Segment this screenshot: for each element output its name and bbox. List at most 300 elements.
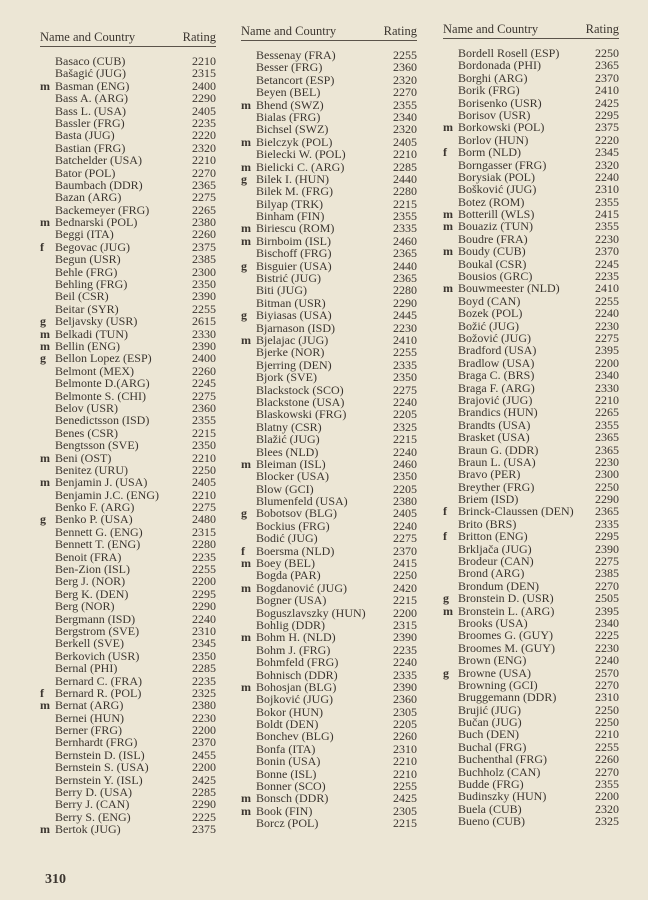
rating-value: 2285	[393, 159, 417, 174]
title-marker: m	[241, 630, 251, 645]
player-name: Berry D. (USA)	[55, 785, 132, 800]
rating-value: 2260	[192, 227, 216, 242]
title-marker: m	[241, 791, 251, 806]
column-2	[241, 24, 417, 830]
player-name: Bojković (JUG)	[256, 692, 333, 707]
rating-value: 2305	[393, 803, 417, 818]
player-name: Borngasser (FRG)	[458, 157, 547, 172]
player-name: Blackstock (SCO)	[256, 382, 344, 397]
rating-value: 2615	[192, 314, 216, 329]
rating-value: 2270	[393, 85, 417, 100]
rating-value: 2205	[393, 717, 417, 732]
player-name: Bohosjan (BLG)	[256, 679, 337, 694]
rating-value: 2290	[192, 91, 216, 106]
rating-value: 2480	[192, 512, 216, 527]
rating-value: 2355	[595, 194, 619, 209]
rating-value: 2330	[595, 380, 619, 395]
rating-value: 2290	[192, 797, 216, 812]
rating-value: 2210	[595, 392, 619, 407]
player-name: Bernhardt (FRG)	[55, 735, 138, 750]
player-name: Berner (FRG)	[55, 723, 122, 738]
table-row	[443, 629, 619, 641]
rating-value: 2230	[595, 640, 619, 655]
rating-value: 2280	[192, 537, 216, 552]
player-name: Britton (ENG)	[458, 529, 528, 544]
player-name: Behling (FRG)	[55, 277, 128, 292]
rating-value: 2255	[393, 779, 417, 794]
rating-value: 2200	[595, 789, 619, 804]
player-name: Broomes M. (GUY)	[458, 640, 555, 655]
rating-value: 2320	[393, 122, 417, 137]
title-marker: f	[241, 543, 245, 558]
rating-value: 2420	[393, 580, 417, 595]
player-name: Buch (DEN)	[458, 727, 519, 742]
rating-value: 2210	[595, 727, 619, 742]
title-marker: f	[40, 685, 44, 700]
rating-value: 2445	[393, 308, 417, 323]
title-marker: m	[241, 580, 251, 595]
rating-value: 2255	[192, 301, 216, 316]
player-name: Brasket (USA)	[458, 430, 530, 445]
table-row	[443, 84, 619, 96]
table-row	[241, 594, 417, 606]
rating-value: 2320	[595, 801, 619, 816]
player-name: Blatny (CSR)	[256, 419, 322, 434]
rating-value: 2570	[595, 665, 619, 680]
player-name: Borghi (ARG)	[458, 70, 528, 85]
rating-value: 2365	[595, 504, 619, 519]
table-row	[40, 352, 216, 364]
player-name: Bator (POL)	[55, 165, 116, 180]
player-name: Bielicki C. (ARG)	[256, 159, 345, 174]
player-name: Belov (USR)	[55, 400, 118, 415]
player-name: Braga C. (BRS)	[458, 368, 535, 383]
title-marker: f	[40, 239, 44, 254]
title-marker: m	[241, 556, 251, 571]
player-name: Bass A. (ARG)	[55, 91, 129, 106]
player-name: Buchholz (CAN)	[458, 764, 541, 779]
rating-value: 2340	[595, 615, 619, 630]
rating-value: 2335	[393, 667, 417, 682]
player-name: Beggi (ITA)	[55, 227, 114, 242]
title-marker: f	[443, 145, 447, 160]
rating-value: 2355	[192, 413, 216, 428]
table-row	[443, 790, 619, 802]
player-name: Basaco (CUB)	[55, 54, 126, 68]
table-row	[241, 309, 417, 321]
player-name: Blees (NLD)	[256, 444, 319, 459]
rating-value: 2380	[192, 698, 216, 713]
title-marker: m	[40, 698, 50, 713]
rating-heading: Rating	[383, 24, 417, 38]
player-name: Bernstein Y. (ISL)	[55, 772, 143, 787]
rating-value: 2235	[192, 549, 216, 564]
rating-value: 2325	[393, 419, 417, 434]
table-row	[40, 290, 216, 302]
table-row	[40, 253, 216, 265]
table-row	[40, 315, 216, 327]
rating-value: 2220	[595, 132, 619, 147]
rating-value: 2355	[595, 219, 619, 234]
rating-value: 2235	[595, 269, 619, 284]
rating-value: 2370	[192, 735, 216, 750]
rating-value: 2200	[192, 574, 216, 589]
player-name: Bisguier (USA)	[256, 258, 332, 273]
rating-value: 2385	[595, 566, 619, 581]
player-name: Bueno (CUB)	[458, 814, 525, 829]
player-name: Bernei (HUN)	[55, 710, 124, 725]
table-row	[443, 530, 619, 542]
player-name: Bernard C. (FRA)	[55, 673, 142, 688]
player-name: Bjerke (NOR)	[256, 345, 325, 360]
rating-value: 2210	[393, 754, 417, 769]
column-header	[443, 22, 619, 39]
player-name: Beil (CSR)	[55, 289, 109, 304]
rating-value: 2290	[192, 599, 216, 614]
column-3	[443, 22, 619, 828]
rating-value: 2425	[393, 791, 417, 806]
player-name: Bhend (SWZ)	[256, 97, 324, 112]
rating-value: 2365	[393, 246, 417, 261]
title-marker: m	[241, 332, 251, 347]
rating-value: 2400	[192, 78, 216, 93]
rating-value: 2315	[393, 617, 417, 632]
rating-value: 2290	[595, 492, 619, 507]
player-name: Belmont (MEX)	[55, 363, 134, 378]
column-header	[241, 24, 417, 41]
player-name: Brond (ARG)	[458, 566, 525, 581]
player-name: Broomes G. (GUY)	[458, 628, 553, 643]
title-marker: f	[443, 529, 447, 544]
rating-value: 2425	[595, 95, 619, 110]
rating-value: 2240	[393, 444, 417, 459]
player-name: Bessenay (FRA)	[256, 48, 336, 62]
player-name: Begovac (JUG)	[55, 239, 130, 254]
rating-value: 2255	[393, 48, 417, 62]
table-row	[241, 61, 417, 73]
table-row	[241, 284, 417, 296]
title-marker: g	[443, 591, 449, 606]
player-name: Borlov (HUN)	[458, 132, 529, 147]
rating-value: 2320	[595, 157, 619, 172]
rating-value: 2335	[393, 221, 417, 236]
rating-value: 2210	[192, 153, 216, 168]
player-name: Bernal (PHI)	[55, 661, 118, 676]
title-marker: g	[40, 351, 46, 366]
rating-value: 2440	[393, 171, 417, 186]
player-name: Binham (FIN)	[256, 209, 325, 224]
player-name: Brondum (DEN)	[458, 578, 539, 593]
table-row	[241, 148, 417, 160]
rating-value: 2360	[393, 692, 417, 707]
rating-value: 2340	[393, 109, 417, 124]
rating-value: 2405	[393, 134, 417, 149]
rating-value: 2250	[192, 462, 216, 477]
table-row	[443, 121, 619, 133]
player-name: Bilek I. (HUN)	[256, 171, 329, 186]
player-name: Božić (JUG)	[458, 318, 519, 333]
table-row	[443, 567, 619, 579]
player-name: Brown (ENG)	[458, 653, 527, 668]
player-name: Brandts (USA)	[458, 417, 531, 432]
rating-value: 2240	[595, 169, 619, 184]
table-row	[443, 282, 619, 294]
player-name: Budinszky (HUN)	[458, 789, 547, 804]
player-name: Boukal (CSR)	[458, 256, 527, 271]
player-name: Betancort (ESP)	[256, 72, 335, 87]
player-name: Browne (USA)	[458, 665, 531, 680]
player-name: Brajović (JUG)	[458, 392, 533, 407]
player-name: Berkovich (USR)	[55, 648, 140, 663]
player-name: Bohnisch (DDR)	[256, 667, 338, 682]
table-row	[241, 470, 417, 482]
player-name: Bleiman (ISL)	[256, 456, 326, 471]
player-name: Botez (ROM)	[458, 194, 525, 209]
rating-value: 2300	[595, 467, 619, 482]
player-name: Bellon Lopez (ESP)	[55, 351, 152, 366]
rating-value: 2210	[192, 487, 216, 502]
player-name: Bockius (FRG)	[256, 518, 330, 533]
rating-value: 2275	[393, 382, 417, 397]
player-name: Bordell Rosell (ESP)	[458, 46, 560, 60]
player-name: Batchelder (USA)	[55, 153, 142, 168]
rating-value: 2270	[595, 578, 619, 593]
rating-value: 2270	[595, 764, 619, 779]
player-name: Bassler (FRG)	[55, 115, 125, 130]
player-name: Bichsel (SWZ)	[256, 122, 329, 137]
rating-value: 2215	[192, 425, 216, 440]
player-name: Blumenfeld (USA)	[256, 494, 348, 509]
rating-value: 2230	[595, 231, 619, 246]
player-name: Boudy (CUB)	[458, 244, 526, 259]
player-name: Boey (BEL)	[256, 556, 315, 571]
table-row	[241, 693, 417, 705]
title-marker: g	[40, 314, 46, 329]
player-name: Berg K. (DEN)	[55, 586, 129, 601]
rating-value: 2425	[192, 772, 216, 787]
table-row	[443, 753, 619, 765]
column-header	[40, 30, 216, 47]
rating-value: 2350	[192, 438, 216, 453]
table-row	[443, 59, 619, 71]
rating-value: 2375	[192, 822, 216, 837]
player-name: Berg J. (NOR)	[55, 574, 126, 589]
player-name: Besser (FRG)	[256, 60, 323, 75]
rating-value: 2210	[393, 766, 417, 781]
player-name: Belmonte S. (CHI)	[55, 388, 146, 403]
player-name: Blocker (USA)	[256, 469, 329, 484]
rating-value: 2460	[393, 456, 417, 471]
table-row	[443, 654, 619, 666]
rating-value: 2250	[393, 568, 417, 583]
player-name: Baumbach (DDR)	[55, 177, 143, 192]
player-name: Borcz (POL)	[256, 816, 319, 831]
rating-value: 2360	[192, 400, 216, 415]
rating-value: 2405	[393, 506, 417, 521]
rating-value: 2375	[595, 120, 619, 135]
table-row	[40, 67, 216, 79]
player-name: Bergmann (ISD)	[55, 611, 136, 626]
title-marker: m	[40, 78, 50, 93]
table-row	[443, 344, 619, 356]
player-name: Bass L. (USA)	[55, 103, 126, 118]
title-marker: m	[40, 450, 50, 465]
table-row	[241, 656, 417, 668]
title-marker: m	[40, 475, 50, 490]
rating-value: 2270	[192, 165, 216, 180]
rating-value: 2385	[192, 252, 216, 267]
player-name: Bernard R. (POL)	[55, 685, 142, 700]
player-name: Bazan (ARG)	[55, 190, 122, 205]
table-row	[40, 761, 216, 773]
player-list	[241, 49, 417, 830]
rating-value: 2235	[192, 673, 216, 688]
rating-value: 2245	[192, 376, 216, 391]
rating-value: 2230	[393, 320, 417, 335]
table-row	[241, 433, 417, 445]
title-marker: g	[241, 258, 247, 273]
table-row	[40, 414, 216, 426]
rating-value: 2350	[192, 648, 216, 663]
title-marker: m	[40, 822, 50, 837]
rating-value: 2350	[393, 370, 417, 385]
player-name: Bogdanović (JUG)	[256, 580, 347, 595]
player-name: Bilyap (TRK)	[256, 196, 323, 211]
rating-value: 2410	[595, 83, 619, 98]
rating-value: 2340	[595, 368, 619, 383]
table-row	[241, 817, 417, 829]
player-name: Bodić (JUG)	[256, 531, 318, 546]
rating-value: 2240	[595, 306, 619, 321]
player-name: Borik (FRG)	[458, 83, 520, 98]
player-name: Bonchev (BLG)	[256, 729, 334, 744]
rating-value: 2230	[595, 454, 619, 469]
title-marker: g	[241, 506, 247, 521]
player-name: Bouwmeester (NLD)	[458, 281, 560, 296]
title-marker: m	[241, 803, 251, 818]
title-marker: f	[443, 504, 447, 519]
table-row	[40, 439, 216, 451]
rating-value: 2200	[595, 355, 619, 370]
player-name: Bohmfeld (FRG)	[256, 655, 339, 670]
rating-value: 2365	[393, 271, 417, 286]
rating-heading: Rating	[182, 30, 216, 44]
rating-value: 2355	[393, 97, 417, 112]
player-name: Behle (FRG)	[55, 264, 118, 279]
player-name: Boyd (CAN)	[458, 293, 521, 308]
rating-heading: Rating	[585, 22, 619, 36]
player-name: Borysiak (POL)	[458, 169, 535, 184]
rating-value: 2395	[595, 343, 619, 358]
rating-value: 2315	[192, 524, 216, 539]
player-name: Benes (CSR)	[55, 425, 118, 440]
rating-value: 2330	[192, 326, 216, 341]
table-row	[40, 513, 216, 525]
player-name: Brooks (USA)	[458, 615, 528, 630]
rating-value: 2260	[595, 752, 619, 767]
rating-value: 2210	[192, 54, 216, 68]
player-name: Bonin (USA)	[256, 754, 321, 769]
rating-value: 2230	[192, 710, 216, 725]
player-name: Beitar (SYR)	[55, 301, 119, 316]
rating-value: 2295	[192, 586, 216, 601]
table-row	[241, 247, 417, 259]
player-name: Bobotsov (BLG)	[256, 506, 337, 521]
rating-value: 2215	[393, 432, 417, 447]
table-row	[40, 662, 216, 674]
name-country-heading: Name and Country	[241, 24, 337, 38]
player-name: Benko F. (ARG)	[55, 500, 135, 515]
player-name: Bonne (ISL)	[256, 766, 317, 781]
table-row	[40, 92, 216, 104]
player-name: Berg (NOR)	[55, 599, 115, 614]
rating-value: 2235	[393, 642, 417, 657]
player-name: Biyiasas (USA)	[256, 308, 332, 323]
player-name: Beni (OST)	[55, 450, 112, 465]
table-row	[241, 532, 417, 544]
table-row	[443, 220, 619, 232]
player-name: Buchenthal (FRG)	[458, 752, 547, 767]
table-row	[241, 86, 417, 98]
player-name: Braun G. (DDR)	[458, 442, 539, 457]
rating-value: 2400	[192, 351, 216, 366]
rating-value: 2360	[393, 60, 417, 75]
rating-value: 2315	[192, 66, 216, 81]
player-name: Bielecki W. (POL)	[256, 147, 346, 162]
player-name: Bonfa (ITA)	[256, 741, 316, 756]
player-name: Bengtsson (SVE)	[55, 438, 139, 453]
table-row	[40, 575, 216, 587]
table-row	[40, 129, 216, 141]
player-name: Bradlow (USA)	[458, 355, 535, 370]
title-marker: m	[40, 326, 50, 341]
rating-value: 2365	[595, 58, 619, 73]
player-name: Brkljača (JUG)	[458, 541, 532, 556]
title-marker: m	[241, 97, 251, 112]
rating-value: 2370	[595, 244, 619, 259]
player-name: Blow (GCI)	[256, 481, 314, 496]
rating-value: 2410	[595, 281, 619, 296]
player-name: Bašagić (JUG)	[55, 66, 126, 81]
player-name: Begun (USR)	[55, 252, 121, 267]
player-name: Bennett T. (ENG)	[55, 537, 141, 552]
player-name: Bordonada (PHI)	[458, 58, 541, 73]
rating-value: 2260	[393, 729, 417, 744]
table-row	[241, 507, 417, 519]
rating-value: 2390	[595, 541, 619, 556]
player-name: Bernstein S. (USA)	[55, 760, 149, 775]
page-number: 310	[45, 872, 66, 887]
rating-value: 2260	[192, 363, 216, 378]
rating-value: 2275	[393, 531, 417, 546]
player-name: Benjamin J. (USA)	[55, 475, 148, 490]
rating-value: 2455	[192, 747, 216, 762]
table-row	[40, 538, 216, 550]
rating-value: 2245	[595, 256, 619, 271]
title-marker: g	[40, 512, 46, 527]
rating-value: 2390	[192, 338, 216, 353]
rating-value: 2285	[192, 785, 216, 800]
player-name: Biriescu (ROM)	[256, 221, 335, 236]
table-row	[241, 346, 417, 358]
player-name: Backemeyer (FRG)	[55, 202, 150, 217]
player-name: Bastian (FRG)	[55, 140, 126, 155]
rating-value: 2390	[192, 289, 216, 304]
title-marker: g	[241, 308, 247, 323]
rating-value: 2355	[595, 417, 619, 432]
table-row	[40, 191, 216, 203]
rating-value: 2275	[192, 500, 216, 515]
